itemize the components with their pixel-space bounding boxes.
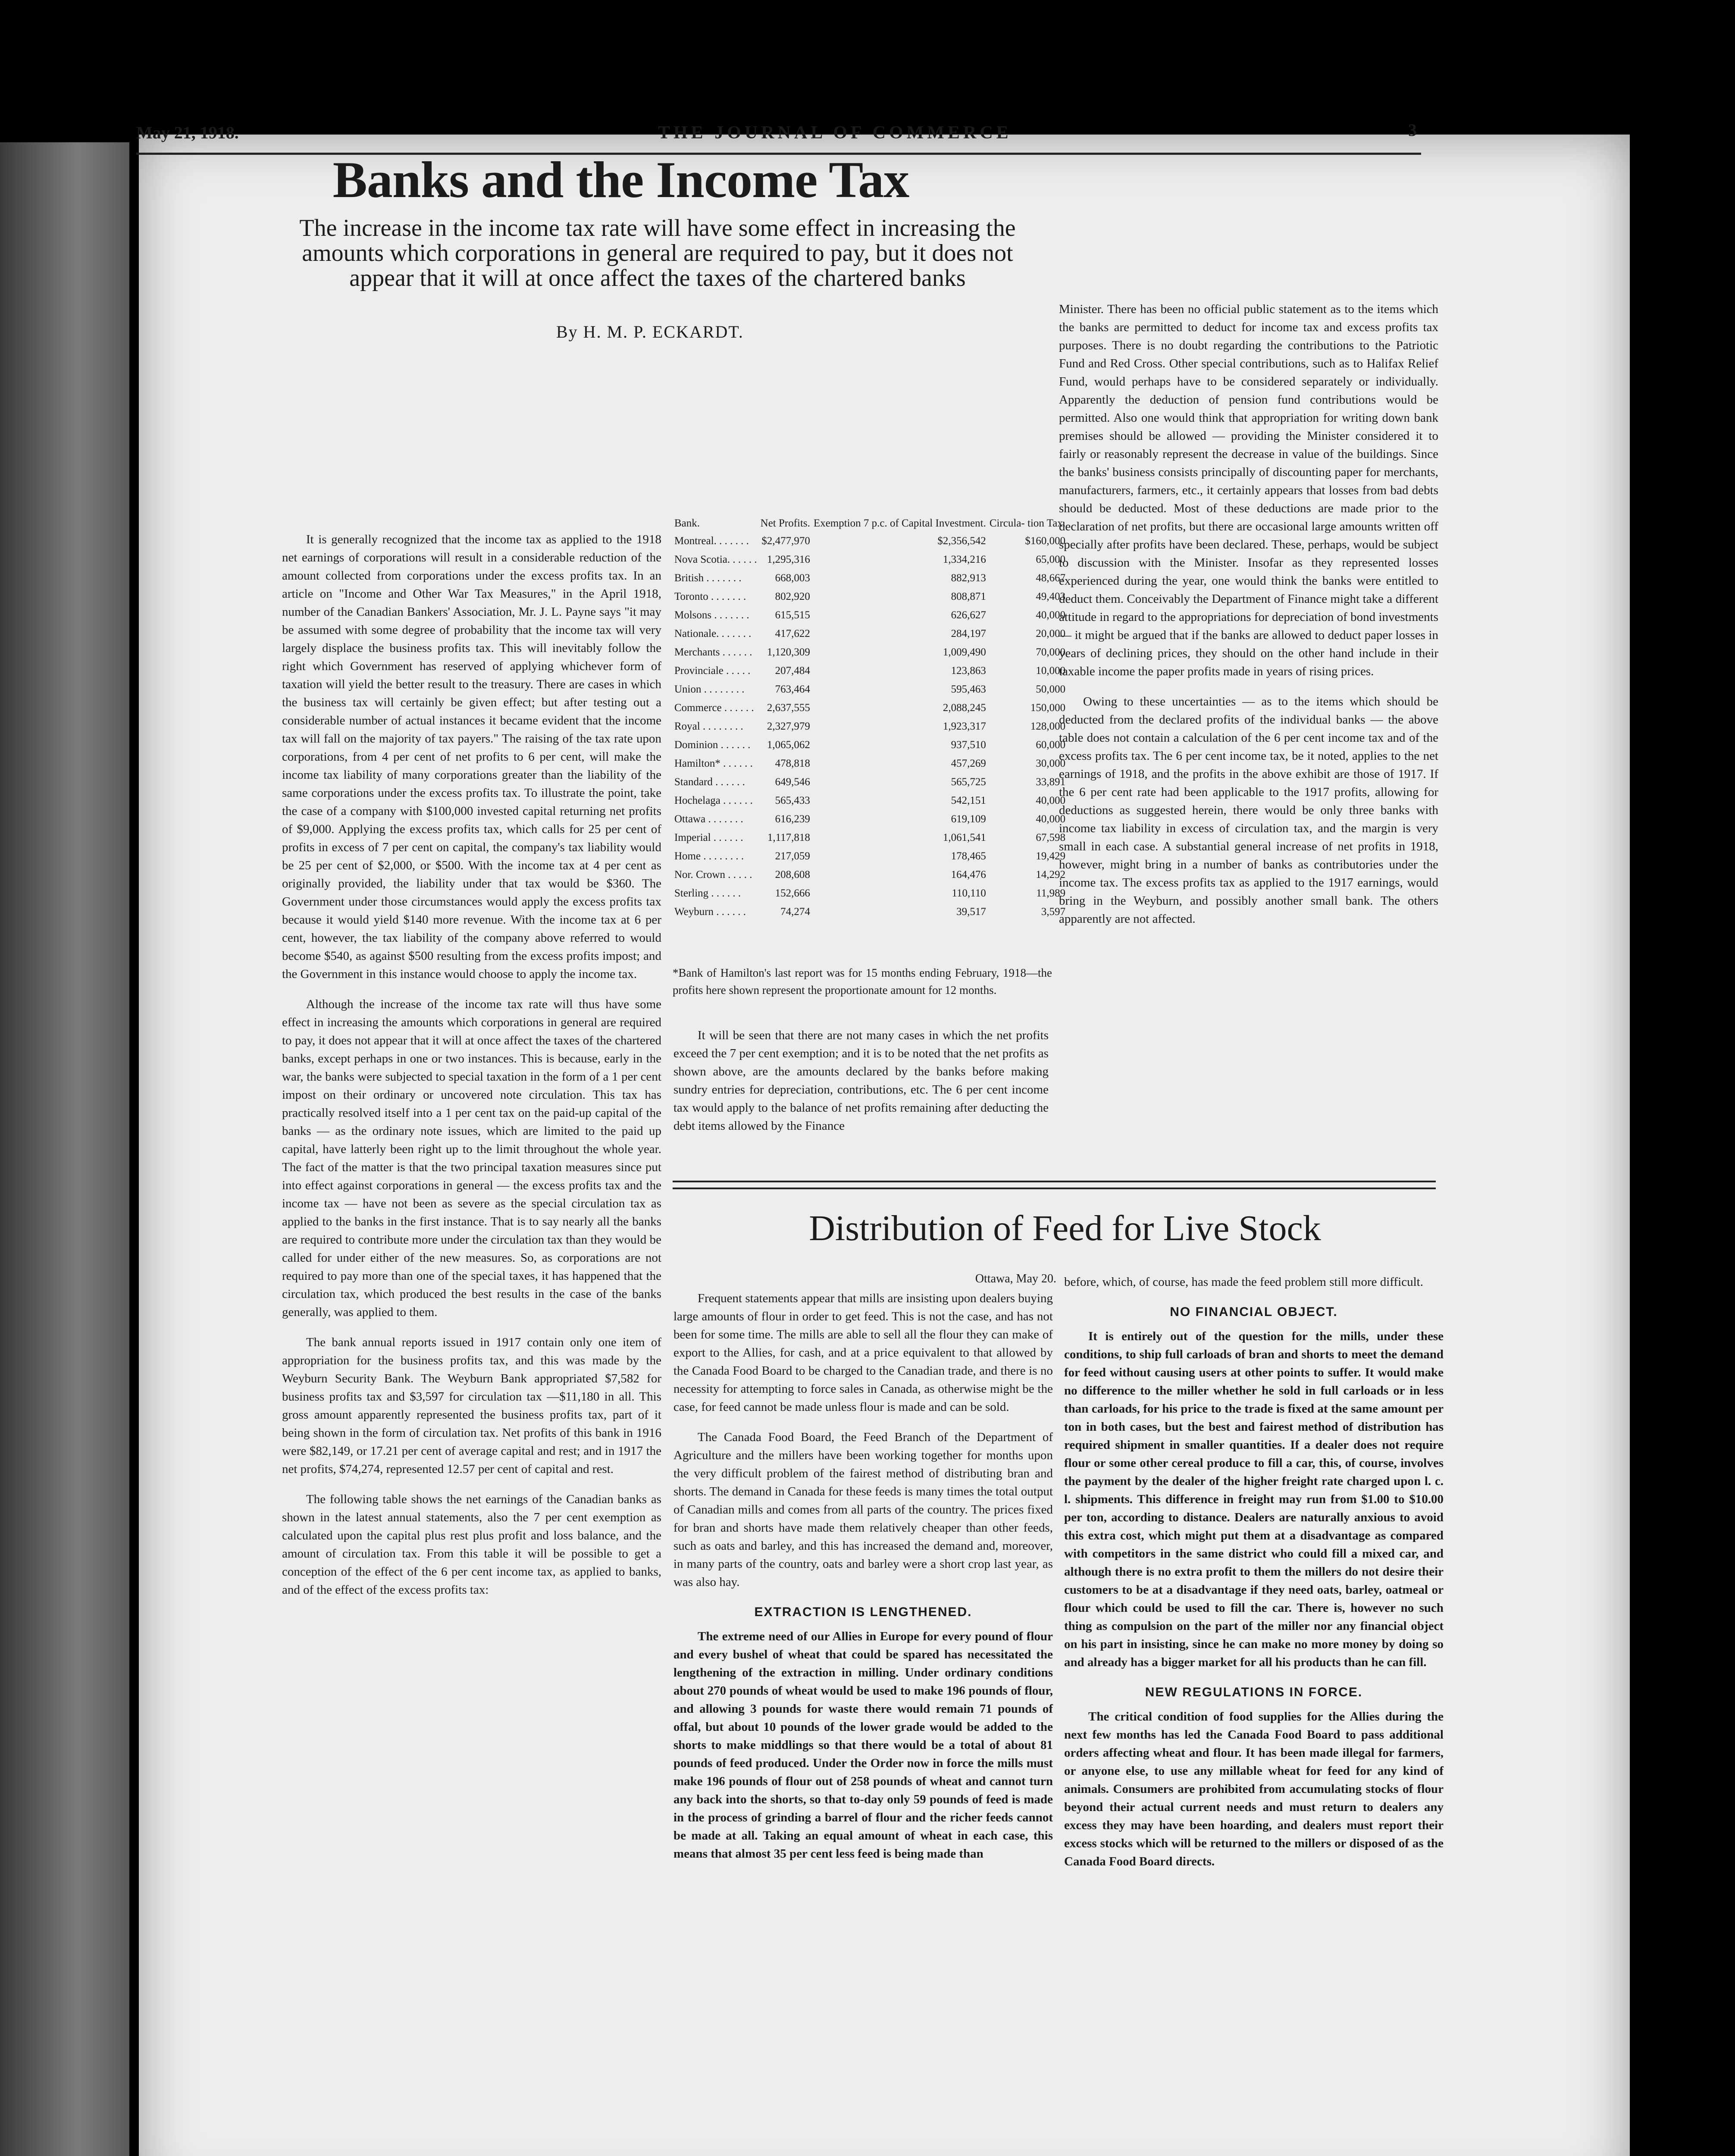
exemption-cell: $2,356,542	[937, 535, 986, 547]
exemption-cell: 164,476	[951, 868, 986, 881]
exemption-cell: 110,110	[952, 887, 986, 899]
circulation-cell: 67,598	[1036, 831, 1066, 843]
table-row	[673, 754, 1067, 773]
bank-cell: Nor. Crown . . . . .	[674, 868, 752, 881]
circulation-cell: 11,989	[1036, 887, 1066, 899]
circulation-cell: 40,000	[1036, 794, 1066, 806]
circulation-cell: 150,000	[1030, 702, 1066, 714]
section-subheading: EXTRACTION IS LENGTHENED.	[754, 1605, 972, 1619]
exemption-cell: 1,334,216	[943, 553, 986, 565]
bank-cell: Nova Scotia. . . . . .	[674, 553, 757, 565]
paragraph: The critical condition of food supplies for the Allies during the next few months has led the Canada Food Board to pass additional orders affecting wheat and flour. It has been made illegal for farmers, or anyone else, to use any millable wheat for feed for any kind of animals. Consumers are prohibited from accumulating stocks of flour beyond their actual current needs and must return to dealers any excess they may have been hoarding, and dealers must report their excess stocks which will be returned to the millers or disposed of as the Canada Food Board directs.	[1064, 1710, 1444, 1868]
net-profit-cell: 1,120,309	[767, 646, 810, 658]
net-profit-cell: 152,666	[775, 887, 810, 899]
table-row	[673, 643, 1067, 661]
net-profit-cell: $2,477,970	[761, 535, 810, 547]
bank-cell: Hamilton* . . . . . .	[674, 757, 753, 769]
table-row	[673, 828, 1067, 847]
scan-border	[1630, 0, 1656, 2156]
exemption-cell: 39,517	[956, 906, 986, 918]
net-profit-cell: 802,920	[775, 590, 810, 602]
paragraph: The extreme need of our Allies in Europe for every pound of flour and every bushel of wheat that could be spared has necessitated the lengthening of the extraction in milling. Under ordinary conditions about 270 pounds of wheat would be used to make 196 pounds of flour, and allowing 3 pounds for waste there would remain 71 pounds of offal, but about 10 pounds of the lower grade would be added to the shorts to make middlings so that there would be a total of about 81 pounds of feed produced. Under the Order now in force the mills must make 196 pounds of flour out of 258 pounds of wheat and cannot turn any back into the shorts, so that to-day only 59 pounds of feed is made in the process of grinding a barrel of flour and the richer feeds cannot be made at all. Taking an equal amount of wheat in each case, this means that almost 35 per cent less feed is being made than	[673, 1630, 1053, 1861]
bank-profits-table	[673, 513, 1066, 921]
exemption-cell: 178,465	[951, 850, 986, 862]
bank-cell: Toronto . . . . . . .	[674, 590, 746, 602]
paragraph: The bank annual reports issued in 1917 contain only one item of appropriation for the business profits tax, and this was made by the Weyburn Security Bank. The Weyburn Bank appropriated $7,582 for business profits tax and $3,597 for circulation tax —$11,180 in all. This gross amount apparently represented the business profits tax, part of it being shown in the form of circulation tax. Net profits of this bank in 1916 were $82,149, or 17.21 per cent of average capital and rest; and in 1917 the net profits, $74,274, represented 12.57 per cent of capital and rest.	[282, 1335, 661, 1476]
circulation-cell: 10,000	[1036, 664, 1066, 677]
circulation-cell: 48,667	[1036, 572, 1066, 584]
paragraph: It is entirely out of the question for the mills, under these conditions, to ship full carloads of bran and shorts to meet the demand for feed without causing users at other points to suffer. It would make no difference to the miller whether he sold in full carloads or in less than carloads, for his price to the trade is fixed at the same amount per ton in both cases, but the best and fairest method of distribution has required shipment in smaller quantities. If a dealer does not require flour or some other cereal produce to fill a car, this, of course, involves the payment by the dealer of the higher freight rate charged upon l. c. l. shipments. This difference in freight may run from $1.00 to $10.00 per ton, according to distance. Dealers are naturally anxious to avoid this extra cost, which might put them at a disadvantage as compared with competitors in the same district who could fill a mixed car, and although there is no extra profit to them the millers do not desire their customers to be at a disadvantage if they need oats, barley, oatmeal or flour which could be used to fill the car. There is, however no such thing as compulsion on the part of the miller nor any financial object on his part in insisting, since he can make no more money by doing so and already has a bigger market for all his products than he can fill.	[1064, 1329, 1444, 1669]
paragraph: before, which, of course, has made the feed problem still more difficult.	[1064, 1275, 1423, 1289]
issue-date: May 21, 1918.	[136, 123, 239, 142]
net-profit-cell: 478,818	[775, 757, 810, 769]
column-header-bank: Bank.	[674, 517, 700, 529]
net-profit-cell: 616,239	[775, 813, 810, 825]
exemption-cell: 565,725	[951, 776, 986, 788]
table-row	[673, 717, 1067, 736]
paragraph: Owing to these uncertainties — as to the items which should be deducted from the declared profits of the individual banks — the above table does not contain a calculation of the 6 per cent income tax and of the excess profits tax. The 6 per cent income tax, be it noted, applies to the net earnings of 1918, and the profits in the above exhibit are those of 1917. If the 6 per cent rate had been applicable to the 1917 profits, allowing for deductions as suggested herein, there would be only three banks with income tax liability in excess of circulation tax, and the margin is very small in each case. A substantial general increase of net profits in 1918, however, might bring in a number of banks as contributories under the income tax. The excess profits tax as applied to the 1917 earnings, would bring in the Weyburn, and possibly another small bank. The others apparently are not affected.	[1059, 695, 1438, 926]
net-profit-cell: 1,065,062	[767, 739, 810, 751]
exemption-cell: 619,109	[951, 813, 986, 825]
circulation-cell: 49,403	[1036, 590, 1066, 602]
table-row	[673, 773, 1067, 791]
table-row	[673, 680, 1067, 699]
bank-cell: Montreal. . . . . . .	[674, 535, 749, 547]
circulation-cell: 40,000	[1036, 609, 1066, 621]
article-byline: By H. M. P. ECKARDT.	[556, 322, 744, 342]
net-profit-cell: 217,059	[775, 850, 810, 862]
adjacent-page-edge	[0, 142, 129, 2156]
net-profit-cell: 649,546	[775, 776, 810, 788]
circulation-cell: 65,000	[1036, 553, 1066, 565]
column-header-exemption: Exemption 7 p.c. of Capital Investment.	[813, 517, 986, 529]
section-subheading: NO FINANCIAL OBJECT.	[1170, 1305, 1338, 1319]
net-profit-cell: 668,003	[775, 572, 810, 584]
article-column-1	[282, 530, 661, 1611]
circulation-cell: $160,000	[1025, 535, 1066, 547]
footnote-text: *Bank of Hamilton's last report was for 15 months ending February, 1918—the profits here shown represent the proportionate amount for 12 months.	[673, 966, 1052, 997]
net-profit-cell: 615,515	[775, 609, 810, 621]
bank-cell: British . . . . . . .	[674, 572, 742, 584]
bank-cell: Sterling . . . . . .	[674, 887, 741, 899]
bank-cell: Hochelaga . . . . . .	[674, 794, 753, 806]
column-header-net: Net Profits.	[760, 517, 810, 529]
net-profit-cell: 2,637,555	[767, 702, 810, 714]
bank-cell: Ottawa . . . . . . .	[674, 813, 743, 825]
page-number: 3	[1408, 120, 1417, 140]
article2-column-1	[673, 1289, 1053, 1875]
circulation-cell: 128,000	[1030, 720, 1066, 732]
bank-cell: Merchants . . . . . .	[674, 646, 752, 658]
paragraph: It is generally recognized that the income tax as applied to the 1918 net earnings of corporations will result in a considerable reduction of the amount collected from corporations under the excess profits tax. In an article on "Income and Other War Tax Measures," in the April 1918, number of the Canadian Bankers' Association, Mr. J. L. Payne says "it may be assumed with some degree of probability that the income tax will very largely displace the business profits tax. This will inevitably follow the right which Government has reserved of applying whichever form of taxation will yield the better result to the treasury. There are cases in which the business tax will certainly be given effect; but after testing out a considerable number of actual instances it became evident that the income tax will fall on the majority of tax payers." The raising of the tax rate upon corporations, from 4 per cent of net profits to 6 per cent, will make the income tax liability of many corporations greater than the liability of the same corporations under the excess profits tax. To illustrate the point, take the case of a company with $100,000 invested capital returning net profits of $9,000. Applying the excess profits tax, which calls for 25 per cent of profits in excess of 7 per cent on capital, the company's tax liability would be 25 per cent of $2,000, or $500. With the income tax at 4 per cent as originally provided, the liability under that tax would be $360. The Government under those circumstances would apply the excess profits tax because it would yield $140 more revenue. With the income tax at 6 per cent, however, the tax liability of the company above referred to would become $540, as against $500 resulting from the excess profits impost; and the Government in this instance would choose to apply the income tax.	[282, 533, 661, 981]
table-row	[673, 736, 1067, 754]
exemption-cell: 1,061,541	[943, 831, 986, 843]
circulation-cell: 33,891	[1036, 776, 1066, 788]
exemption-cell: 457,269	[951, 757, 986, 769]
table-row	[673, 699, 1067, 717]
table-footnote	[673, 964, 1052, 999]
circulation-cell: 19,429	[1036, 850, 1066, 862]
net-profit-cell: 565,433	[775, 794, 810, 806]
net-profit-cell: 417,622	[775, 627, 810, 639]
bank-cell: Union . . . . . . . .	[674, 683, 745, 695]
bank-cell: Dominion . . . . . .	[674, 739, 751, 751]
net-profit-cell: 1,117,818	[767, 831, 810, 843]
bank-cell: Home . . . . . . . .	[674, 850, 744, 862]
bank-cell: Standard . . . . . .	[674, 776, 745, 788]
paragraph: It will be seen that there are not many cases in which the net profits exceed the 7 per cent exemption; and it is to be noted that the net profits as shown above, are the amounts declared by the banks before making sundry entries for depreciation, contributions, etc. The 6 per cent income tax would apply to the balance of net profits remaining after deducting the debt items allowed by the Finance	[673, 1028, 1049, 1133]
table-row	[673, 569, 1067, 587]
table-row	[673, 903, 1067, 921]
circulation-cell: 20,000	[1036, 627, 1066, 639]
exemption-cell: 284,197	[951, 627, 986, 639]
table-row	[673, 624, 1067, 643]
article2-column-2	[1064, 1273, 1444, 1883]
table-row	[673, 865, 1067, 884]
bank-cell: Provinciale . . . . .	[674, 664, 751, 677]
bank-cell: Commerce . . . . . .	[674, 702, 754, 714]
paragraph: Although the increase of the income tax rate will thus have some effect in increasing the amounts which corporations in general are required to pay, it does not appear that it will at once affect the taxes of the chartered banks, except perhaps in one or two instances. This is because, early in the war, the banks were subjected to special taxation in the form of a 1 per cent impost on their ordinary or uncovered note circulation. This tax has practically resolved itself into a 1 per cent tax on the paid-up capital of the banks — as the ordinary note issues, which are limited to the paid up capital, have latterly been right up to the limit throughout the whole year. The fact of the matter is that the two principal taxation measures since put into effect against corporations in general — the excess profits tax and the income tax — have not been as severe as the special circulation tax as applied to the banks in the first instance. That is to say nearly all the banks are required to contribute more under the circulation tax than they would be called for under either of the new measures. So, as corporations are not required to pay more than one of the special taxes, it has happened that the circulation tax, which produced the best results in the case of the banks generally, was applied to them.	[282, 997, 661, 1319]
exemption-cell: 123,863	[951, 664, 986, 677]
paragraph: Minister. There has been no official public statement as to the items which the banks are permitted to deduct for income tax and excess profits tax purposes. There is no doubt regarding the contributions to the Patriotic Fund and Red Cross. Other special contributions, such as to Halifax Relief Fund, would perhaps have to be considered separately or individually. Apparently the deduction of pension fund contributions would be permitted. Also one would think that appropriation for writing down bank premises should be allowed — providing the Minister considered it to fairly or reasonably represent the decrease in value of the buildings. Since the banks' business consists principally of discounting paper for merchants, manufacturers, farmers, etc., it certainly appears that losses from bad debts should be deducted. Most of these deductions are made prior to the declaration of net profits, but there are occasional large amounts written off specially after profits have been declared. These, perhaps, would be subject to discussion with the Minister. Insofar as they represented losses experienced during the year, one would think the banks were entitled to deduct them. Conceivably the Department of Finance might take a different attitude in regard to the appropriations for depreciation of bond investments — it might be argued that if the banks are allowed to deduct paper losses in years of declining prices, they should on the other hand include in their taxable income the paper profits made in years of rising prices.	[1059, 302, 1438, 678]
exemption-cell: 595,463	[951, 683, 986, 695]
exemption-cell: 2,088,245	[943, 702, 986, 714]
circulation-cell: 3,597	[1041, 906, 1066, 918]
circulation-cell: 70,000	[1036, 646, 1066, 658]
section-subheading: NEW REGULATIONS IN FORCE.	[1145, 1685, 1363, 1699]
circulation-cell: 50,000	[1036, 683, 1066, 695]
table-row	[673, 791, 1067, 810]
exemption-cell: 626,627	[951, 609, 986, 621]
table-row	[673, 847, 1067, 865]
exemption-cell: 808,871	[951, 590, 986, 602]
net-profit-cell: 763,464	[775, 683, 810, 695]
article2-dateline: Ottawa, May 20.	[975, 1272, 1056, 1285]
net-profit-cell: 208,608	[775, 868, 810, 881]
article2-headline: Distribution of Feed for Live Stock	[809, 1208, 1321, 1248]
article-column-2	[673, 1026, 1049, 1147]
table-row	[673, 587, 1067, 606]
table-row	[673, 810, 1067, 828]
data-table	[673, 513, 1067, 921]
article-subhead: The increase in the income tax rate will have some effect in increasing the amounts which corporations in general are required to pay, but it does not appear that it will at once affect the taxes of the chartered banks	[299, 215, 1016, 291]
bank-cell: Royal . . . . . . . .	[674, 720, 743, 732]
exemption-cell: 1,009,490	[943, 646, 986, 658]
exemption-cell: 882,913	[951, 572, 986, 584]
bank-cell: Nationale. . . . . . .	[674, 627, 752, 639]
article-headline: Banks and the Income Tax	[332, 151, 909, 208]
bank-cell: Imperial . . . . . .	[674, 831, 743, 843]
exemption-cell: 1,923,317	[943, 720, 986, 732]
table-row	[673, 661, 1067, 680]
net-profit-cell: 1,295,316	[767, 553, 810, 565]
net-profit-cell: 74,274	[780, 906, 810, 918]
masthead	[136, 122, 1421, 153]
circulation-cell: 60,000	[1036, 739, 1066, 751]
circulation-cell: 30,000	[1036, 757, 1066, 769]
table-row	[673, 606, 1067, 624]
net-profit-cell: 207,484	[775, 664, 810, 677]
paragraph: The following table shows the net earnings of the Canadian banks as shown in the latest annual statements, also the 7 per cent exemption as calculated upon the capital plus rest plus profit and loss balance, and the amount of circulation tax. From this table it will be possible to get a conception of the effect of the 6 per cent income tax, as applied to banks, and of the effect of the excess profits tax:	[282, 1492, 661, 1597]
section-divider	[673, 1181, 1436, 1189]
circulation-cell: 40,000	[1036, 813, 1066, 825]
net-profit-cell: 2,327,979	[767, 720, 810, 732]
publication-title: THE JOURNAL OF COMMERCE	[658, 123, 1012, 143]
table-row	[673, 550, 1067, 569]
exemption-cell: 542,151	[951, 794, 986, 806]
bank-cell: Weyburn . . . . . .	[674, 906, 746, 918]
bank-cell: Molsons . . . . . . .	[674, 609, 749, 621]
table-header-row	[673, 513, 1067, 532]
circulation-cell: 14,292	[1036, 868, 1066, 881]
table-row	[673, 884, 1067, 903]
exemption-cell: 937,510	[951, 739, 986, 751]
column-header-circulation: Circula- tion Tax.	[989, 517, 1066, 529]
paragraph: The Canada Food Board, the Feed Branch of the Department of Agriculture and the millers have been working together for months upon the very difficult problem of the fairest method of distributing bran and shorts. The demand in Canada for these feeds is many times the total output of Canadian mills and comes from all parts of the country. The prices fixed for bran and shorts have made them relatively cheaper than other feeds, such as oats and barley, and this has increased the demand and, moreover, in many parts of the country, oats and barley were a short crop last year, as was also hay.	[673, 1430, 1053, 1589]
table-row	[673, 532, 1067, 550]
paragraph: Frequent statements appear that mills are insisting upon dealers buying large amounts of flour in order to get feed. This is not the case, and has not been for some time. The mills are able to sell all the flour they can make of export to the Allies, for cash, and at a price equivalent to that allowed by the Canada Food Board to be charged to the Canadian trade, and there is no necessity for attempting to force sales in Canada, as otherwise might be the case, for feed cannot be made unless flour is made and can be sold.	[673, 1291, 1053, 1414]
article-column-3	[1059, 300, 1438, 940]
